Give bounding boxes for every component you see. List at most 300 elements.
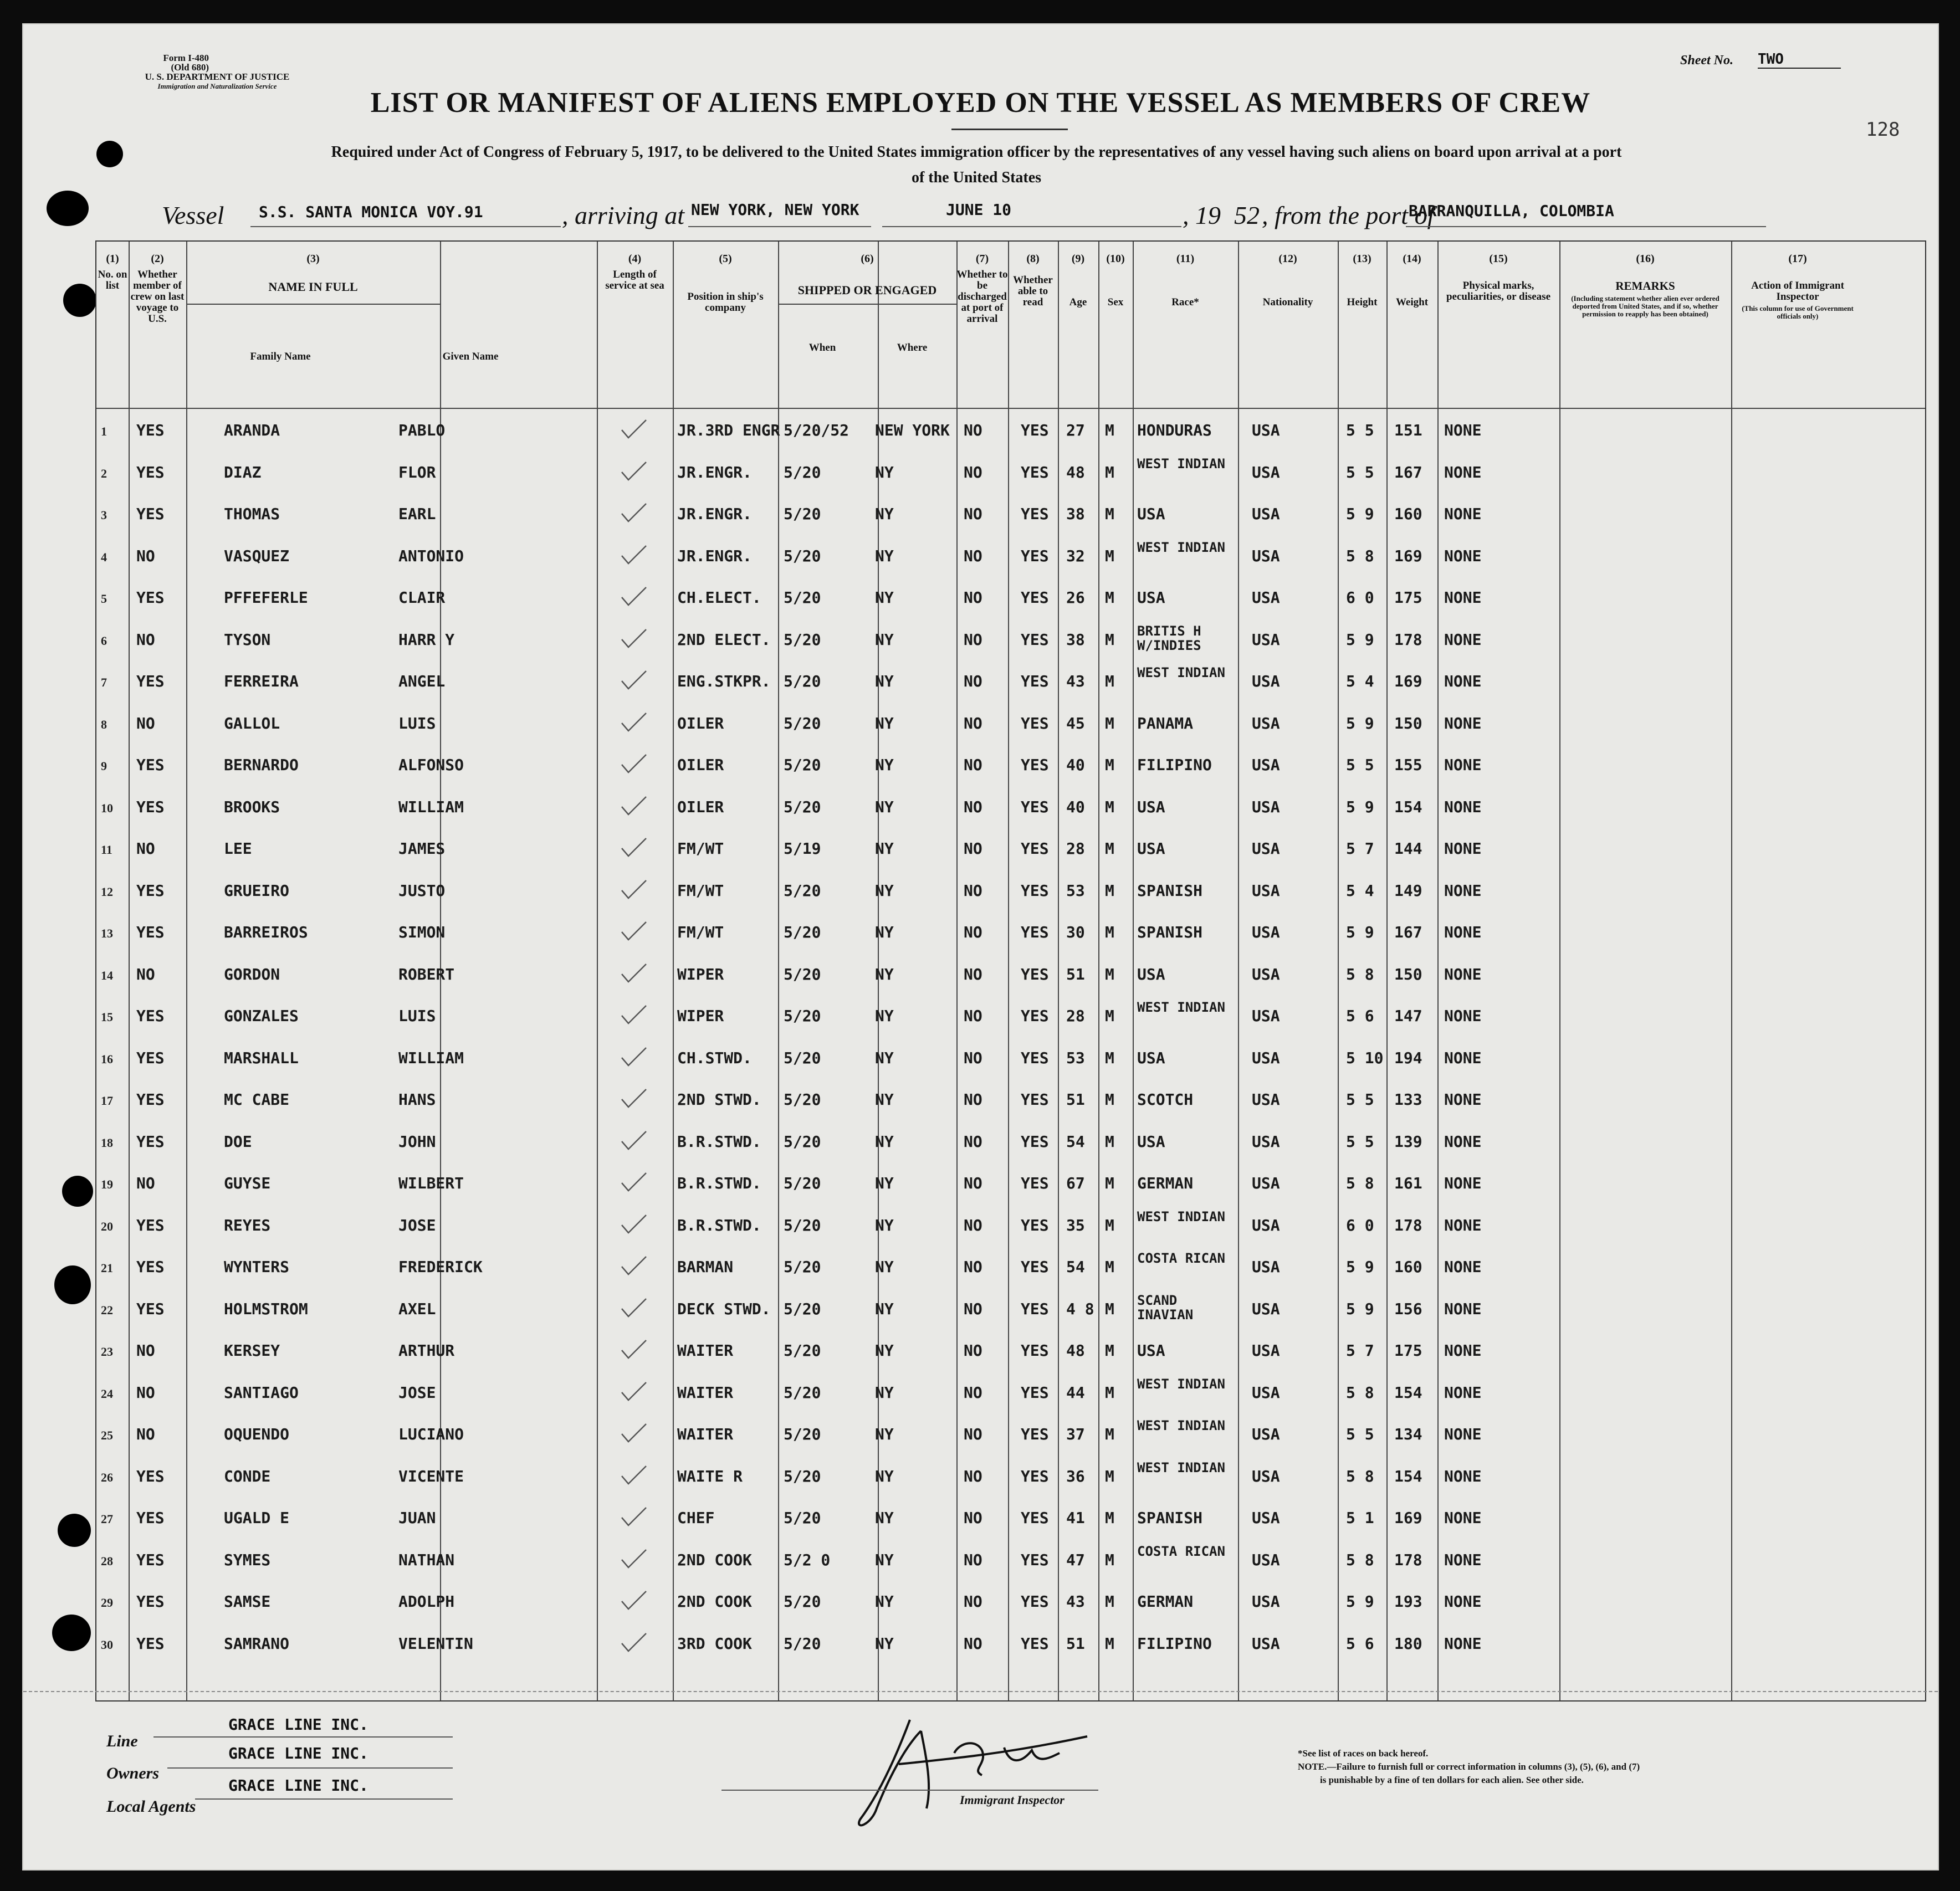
check-mark-icon: [617, 1422, 651, 1444]
cell-marks: NONE: [1444, 1048, 1482, 1067]
cell-age: 54: [1066, 1258, 1085, 1276]
manifest-sheet: [22, 23, 1939, 1870]
punch-hole: [54, 1265, 91, 1304]
cell-read: YES: [1021, 797, 1049, 816]
table-row: [96, 1084, 1925, 1125]
check-mark-icon: [617, 1003, 651, 1026]
cell-family: ARANDA: [224, 421, 280, 439]
cell-discharge: NO: [964, 1258, 982, 1276]
cell-no: 21: [101, 1261, 113, 1275]
cell-sex: M: [1105, 923, 1114, 941]
inspector-label: Immigrant Inspector: [960, 1793, 1065, 1807]
cell-no: 15: [101, 1010, 113, 1024]
cell-position: JR.ENGR.: [677, 546, 752, 565]
cell-nationality: USA: [1252, 839, 1280, 858]
table-row: [96, 1126, 1925, 1167]
cell-position: 2ND STWD.: [677, 1090, 761, 1109]
sheet-number-label: Sheet No.: [1680, 53, 1733, 68]
owners-value: GRACE LINE INC.: [228, 1744, 369, 1762]
cell-given: HARR Y: [398, 630, 455, 649]
cell-read: YES: [1021, 965, 1049, 983]
cell-given: ADOLPH: [398, 1592, 455, 1611]
cell-height: 5 4: [1346, 672, 1374, 690]
col8-number: (8): [1026, 253, 1040, 265]
cell-position: WIPER: [677, 1007, 724, 1025]
cell-read: YES: [1021, 505, 1049, 523]
cell-nationality: USA: [1252, 881, 1280, 900]
cell-read: YES: [1021, 588, 1049, 607]
cell-prev: YES: [136, 1216, 165, 1234]
cell-position: WAITER: [677, 1383, 734, 1402]
cell-read: YES: [1021, 1258, 1049, 1276]
cell-nationality: USA: [1252, 630, 1280, 649]
cell-given: WILLIAM: [398, 1048, 464, 1067]
cell-nationality: USA: [1252, 1425, 1280, 1443]
cell-nationality: USA: [1252, 1048, 1280, 1067]
cell-family: DOE: [224, 1132, 252, 1151]
cell-age: 53: [1066, 1048, 1085, 1067]
cell-race: WEST INDIAN: [1137, 1418, 1225, 1433]
check-mark-icon: [617, 962, 651, 984]
cell-race: SPANISH: [1137, 923, 1203, 941]
cell-family: GALLOL: [224, 714, 280, 732]
col12-number: (12): [1278, 253, 1297, 265]
cell-age: 35: [1066, 1216, 1085, 1234]
cell-no: 25: [101, 1428, 113, 1442]
table-row: [96, 1502, 1925, 1543]
vessel-label: Vessel: [162, 201, 224, 229]
cell-family: MC CABE: [224, 1090, 290, 1109]
cell-age: 45: [1066, 714, 1085, 732]
cell-age: 48: [1066, 1341, 1085, 1360]
line-label: Line: [106, 1732, 138, 1750]
cell-race: COSTA RICAN: [1137, 1543, 1225, 1559]
cell-age: 32: [1066, 546, 1085, 565]
col3-label: NAME IN FULL: [268, 280, 358, 294]
cell-nationality: USA: [1252, 1341, 1280, 1360]
punch-hole: [63, 284, 96, 317]
table-row: [96, 414, 1925, 455]
cell-weight: 150: [1394, 965, 1422, 983]
check-mark-icon: [617, 1589, 651, 1611]
cell-read: YES: [1021, 881, 1049, 900]
cell-family: HOLMSTROM: [224, 1299, 308, 1318]
cell-family: SAMSE: [224, 1592, 271, 1611]
cell-height: 5 5: [1346, 1425, 1374, 1443]
cell-discharge: NO: [964, 546, 982, 565]
cell-weight: 167: [1394, 923, 1422, 941]
table-row: [96, 1293, 1925, 1334]
cell-given: WILBERT: [398, 1174, 464, 1192]
cell-sex: M: [1105, 714, 1114, 732]
punch-hole: [96, 141, 123, 167]
cell-discharge: NO: [964, 1132, 982, 1151]
cell-age: 38: [1066, 505, 1085, 523]
cell-when: 5/20: [784, 672, 821, 690]
footer-rule: [23, 1691, 1938, 1692]
check-mark-icon: [617, 1631, 651, 1653]
cell-prev: YES: [136, 756, 165, 774]
vessel-line: [162, 201, 1769, 234]
cell-age: 48: [1066, 463, 1085, 481]
cell-position: WIPER: [677, 965, 724, 983]
table-row: [96, 1544, 1925, 1585]
cell-prev: YES: [136, 1007, 165, 1025]
cell-discharge: NO: [964, 1007, 982, 1025]
cell-read: YES: [1021, 1174, 1049, 1192]
cell-where: NY: [875, 923, 894, 941]
cell-where: NY: [875, 1509, 894, 1527]
cell-marks: NONE: [1444, 588, 1482, 607]
cell-age: 37: [1066, 1425, 1085, 1443]
year-value: 52: [1234, 201, 1260, 229]
vessel-value: S.S. SANTA MONICA VOY.91: [259, 203, 483, 221]
cell-position: JR.3RD ENGR: [677, 421, 780, 439]
cell-race: SPANISH: [1137, 1509, 1203, 1527]
cell-nationality: USA: [1252, 756, 1280, 774]
cell-given: JOSE: [398, 1383, 436, 1402]
cell-race: FILIPINO: [1137, 756, 1212, 774]
cell-read: YES: [1021, 1299, 1049, 1318]
check-mark-icon: [617, 752, 651, 775]
cell-discharge: NO: [964, 1048, 982, 1067]
cell-marks: NONE: [1444, 630, 1482, 649]
cell-where: NY: [875, 1341, 894, 1360]
cell-given: SIMON: [398, 923, 446, 941]
cell-no: 24: [101, 1386, 113, 1401]
cell-position: 2ND COOK: [677, 1592, 752, 1611]
cell-marks: NONE: [1444, 421, 1482, 439]
cell-weight: 155: [1394, 756, 1422, 774]
cell-when: 5/20: [784, 463, 821, 481]
check-mark-icon: [617, 1171, 651, 1193]
cell-age: 26: [1066, 588, 1085, 607]
cell-family: WYNTERS: [224, 1258, 290, 1276]
cell-when: 5/20: [784, 630, 821, 649]
cell-race: USA: [1137, 797, 1165, 816]
shipped-subrule: [778, 304, 956, 305]
cell-where: NY: [875, 1174, 894, 1192]
punch-hole: [62, 1176, 93, 1207]
line-value: GRACE LINE INC.: [228, 1715, 369, 1734]
table-row: [96, 833, 1925, 874]
cell-weight: 156: [1394, 1299, 1422, 1318]
table-row: [96, 1042, 1925, 1083]
cell-discharge: NO: [964, 1174, 982, 1192]
cell-discharge: NO: [964, 1634, 982, 1653]
cell-prev: YES: [136, 881, 165, 900]
cell-marks: NONE: [1444, 1216, 1482, 1234]
cell-weight: 169: [1394, 1509, 1422, 1527]
cell-nationality: USA: [1252, 1007, 1280, 1025]
cell-read: YES: [1021, 630, 1049, 649]
cell-height: 5 5: [1346, 421, 1374, 439]
cell-when: 5/20: [784, 1467, 821, 1485]
col3b-label: Given Name: [442, 351, 499, 362]
cell-position: CH.ELECT.: [677, 588, 761, 607]
cell-marks: NONE: [1444, 714, 1482, 732]
cell-sex: M: [1105, 1048, 1114, 1067]
cell-height: 5 9: [1346, 1258, 1374, 1276]
cell-discharge: NO: [964, 881, 982, 900]
cell-discharge: NO: [964, 1299, 982, 1318]
cell-marks: NONE: [1444, 1299, 1482, 1318]
cell-sex: M: [1105, 546, 1114, 565]
cell-prev: YES: [136, 1299, 165, 1318]
agents-label: Local Agents: [106, 1797, 196, 1816]
cell-nationality: USA: [1252, 1258, 1280, 1276]
cell-race: WEST INDIAN: [1137, 455, 1225, 472]
col8-label: Whether able to read: [1013, 274, 1053, 308]
col3a-label: Family Name: [250, 351, 311, 362]
cell-where: NY: [875, 1007, 894, 1025]
cell-prev: NO: [136, 1174, 155, 1192]
cell-prev: YES: [136, 797, 165, 816]
table-row: [96, 1251, 1925, 1292]
cell-where: NY: [875, 588, 894, 607]
cell-read: YES: [1021, 1383, 1049, 1402]
page-number: 128: [1866, 119, 1900, 141]
cell-nationality: USA: [1252, 1132, 1280, 1151]
col1-label: No. on list: [98, 269, 127, 291]
cell-nationality: USA: [1252, 505, 1280, 523]
cell-given: JUSTO: [398, 881, 446, 900]
cell-position: ENG.STKPR.: [677, 672, 771, 690]
cell-marks: NONE: [1444, 1090, 1482, 1109]
cell-race: GERMAN: [1137, 1592, 1194, 1611]
cell-no: 11: [101, 843, 112, 857]
cell-position: WAITER: [677, 1425, 734, 1443]
table-row: [96, 1628, 1925, 1669]
cell-given: JUAN: [398, 1509, 436, 1527]
cell-age: 43: [1066, 672, 1085, 690]
cell-discharge: NO: [964, 1090, 982, 1109]
cell-no: 14: [101, 968, 113, 982]
cell-no: 4: [101, 550, 107, 564]
cell-read: YES: [1021, 672, 1049, 690]
cell-given: ARTHUR: [398, 1341, 455, 1360]
cell-height: 5 9: [1346, 505, 1374, 523]
check-mark-icon: [617, 544, 651, 566]
cell-height: 5 7: [1346, 839, 1374, 858]
cell-nationality: USA: [1252, 546, 1280, 565]
cell-when: 5/20: [784, 1341, 821, 1360]
cell-marks: NONE: [1444, 546, 1482, 565]
cell-height: 5 6: [1346, 1007, 1374, 1025]
cell-prev: YES: [136, 1509, 165, 1527]
cell-age: 54: [1066, 1132, 1085, 1151]
cell-prev: YES: [136, 1090, 165, 1109]
cell-where: NY: [875, 1592, 894, 1611]
cell-height: 5 8: [1346, 1550, 1374, 1569]
cell-age: 44: [1066, 1383, 1085, 1402]
cell-where: NY: [875, 965, 894, 983]
cell-race: WEST INDIAN: [1137, 1459, 1225, 1475]
col4-label: Length of service at sea: [605, 269, 664, 291]
cell-when: 5/20: [784, 546, 821, 565]
cell-marks: NONE: [1444, 1425, 1482, 1443]
cell-age: 30: [1066, 923, 1085, 941]
cell-given: PABLO: [398, 421, 446, 439]
cell-no: 7: [101, 675, 107, 689]
cell-sex: M: [1105, 1550, 1114, 1569]
cell-where: NY: [875, 546, 894, 565]
cell-position: 2ND COOK: [677, 1550, 752, 1569]
cell-race: PANAMA: [1137, 714, 1194, 732]
cell-weight: 169: [1394, 546, 1422, 565]
cell-age: 40: [1066, 797, 1085, 816]
form-number: Form I-480: [163, 53, 209, 63]
cell-age: 47: [1066, 1550, 1085, 1569]
cell-sex: M: [1105, 1425, 1114, 1443]
cell-given: JOHN: [398, 1132, 436, 1151]
cell-read: YES: [1021, 1425, 1049, 1443]
cell-given: LUIS: [398, 714, 436, 732]
cell-no: 10: [101, 801, 113, 815]
cell-family: GONZALES: [224, 1007, 299, 1025]
cell-height: 5 7: [1346, 1341, 1374, 1360]
arriving-label: , arriving at: [562, 201, 685, 229]
cell-prev: NO: [136, 965, 155, 983]
cell-discharge: NO: [964, 1550, 982, 1569]
cell-sex: M: [1105, 756, 1114, 774]
cell-height: 5 8: [1346, 1467, 1374, 1485]
cell-no: 12: [101, 884, 113, 899]
cell-height: 5 5: [1346, 463, 1374, 481]
cell-weight: 178: [1394, 1550, 1422, 1569]
cell-where: NY: [875, 1425, 894, 1443]
check-mark-icon: [617, 418, 651, 440]
cell-given: VELENTIN: [398, 1634, 473, 1653]
vessel-underline: [250, 226, 561, 227]
col17-number: (17): [1788, 253, 1807, 265]
cell-sex: M: [1105, 505, 1114, 523]
cell-marks: NONE: [1444, 505, 1482, 523]
sheet-number-value: TWO: [1758, 51, 1841, 69]
cell-sex: M: [1105, 463, 1114, 481]
check-mark-icon: [617, 1213, 651, 1235]
cell-no: 20: [101, 1219, 113, 1233]
check-mark-icon: [617, 836, 651, 858]
cell-no: 18: [101, 1135, 113, 1150]
cell-given: ANTONIO: [398, 546, 464, 565]
arriving-underline: [688, 226, 871, 227]
cell-read: YES: [1021, 1216, 1049, 1234]
cell-position: BARMAN: [677, 1258, 734, 1276]
cell-prev: YES: [136, 1592, 165, 1611]
cell-family: SANTIAGO: [224, 1383, 299, 1402]
table-row: [96, 916, 1925, 957]
cell-sex: M: [1105, 1341, 1114, 1360]
cell-prev: NO: [136, 1425, 155, 1443]
cell-position: CH.STWD.: [677, 1048, 752, 1067]
department: U. S. DEPARTMENT OF JUSTICE: [145, 71, 290, 82]
col14-label: Weight: [1395, 296, 1429, 308]
cell-where: NY: [875, 505, 894, 523]
cell-nationality: USA: [1252, 1174, 1280, 1192]
year-prefix: , 19: [1183, 201, 1221, 229]
cell-discharge: NO: [964, 588, 982, 607]
cell-race: HONDURAS: [1137, 421, 1212, 439]
cell-position: OILER: [677, 797, 724, 816]
table-row: [96, 875, 1925, 916]
cell-prev: YES: [136, 1634, 165, 1653]
cell-when: 5/20: [784, 505, 821, 523]
cell-weight: 180: [1394, 1634, 1422, 1653]
cell-weight: 178: [1394, 630, 1422, 649]
col10-label: Sex: [1107, 296, 1124, 308]
cell-weight: 193: [1394, 1592, 1422, 1611]
cell-height: 5 5: [1346, 1090, 1374, 1109]
cell-where: NY: [875, 672, 894, 690]
cell-sex: M: [1105, 1383, 1114, 1402]
document-subtitle: [156, 140, 1797, 191]
owners-underline: [167, 1767, 453, 1769]
cell-marks: NONE: [1444, 1174, 1482, 1192]
form-id-block: [101, 53, 334, 91]
from-port-label: , from the port of: [1262, 201, 1435, 229]
cell-where: NEW YORK: [875, 421, 950, 439]
table-row: [96, 1000, 1925, 1041]
cell-sex: M: [1105, 1634, 1114, 1653]
cell-discharge: NO: [964, 1467, 982, 1485]
cell-no: 2: [101, 466, 107, 480]
footnote-races: *See list of races on back hereof.: [1298, 1748, 1429, 1759]
cell-read: YES: [1021, 1132, 1049, 1151]
cell-when: 5/20: [784, 1048, 821, 1067]
cell-no: 5: [101, 592, 107, 606]
cell-sex: M: [1105, 1258, 1114, 1276]
cell-where: NY: [875, 1216, 894, 1234]
cell-height: 5 1: [1346, 1509, 1374, 1527]
check-mark-icon: [617, 1338, 651, 1360]
cell-family: KERSEY: [224, 1341, 280, 1360]
cell-given: ANGEL: [398, 672, 446, 690]
cell-discharge: NO: [964, 756, 982, 774]
cell-discharge: NO: [964, 839, 982, 858]
cell-when: 5/20: [784, 881, 821, 900]
cell-family: LEE: [224, 839, 252, 858]
cell-height: 5 9: [1346, 923, 1374, 941]
inspector-signature: [843, 1698, 1154, 1842]
cell-weight: 149: [1394, 881, 1422, 900]
cell-when: 5/20: [784, 1592, 821, 1611]
cell-nationality: USA: [1252, 1634, 1280, 1653]
cell-where: NY: [875, 1299, 894, 1318]
cell-when: 5/20: [784, 1258, 821, 1276]
cell-nationality: USA: [1252, 672, 1280, 690]
cell-weight: 175: [1394, 588, 1422, 607]
cell-no: 3: [101, 508, 107, 522]
cell-weight: 154: [1394, 797, 1422, 816]
cell-read: YES: [1021, 839, 1049, 858]
cell-race: COSTA RICAN: [1137, 1251, 1225, 1266]
punch-hole: [58, 1514, 91, 1547]
cell-no: 6: [101, 633, 107, 648]
cell-marks: NONE: [1444, 1132, 1482, 1151]
col15-number: (15): [1489, 253, 1508, 265]
cell-sex: M: [1105, 1007, 1114, 1025]
col14-number: (14): [1403, 253, 1421, 265]
table-row: [96, 624, 1925, 665]
cell-race: WEST INDIAN: [1137, 1208, 1225, 1224]
check-mark-icon: [617, 501, 651, 524]
col5-label: Position in ship's company: [687, 291, 764, 314]
cell-height: 5 5: [1346, 1132, 1374, 1151]
punch-hole: [47, 191, 89, 226]
cell-position: DECK STWD.: [677, 1299, 771, 1318]
cell-discharge: NO: [964, 923, 982, 941]
